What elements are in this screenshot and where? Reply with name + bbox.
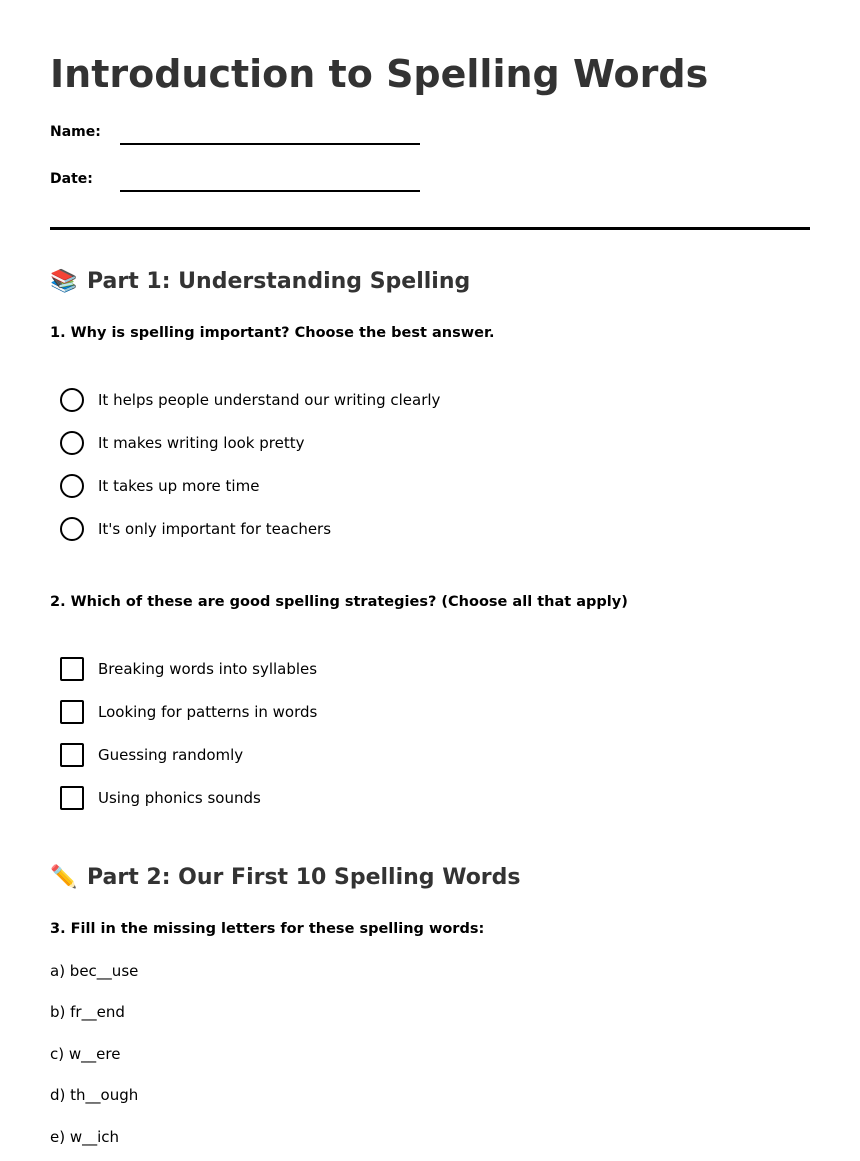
fill-in-item: c) w__ere: [50, 1045, 121, 1063]
checkbox[interactable]: [60, 786, 84, 810]
header-divider: [50, 227, 810, 230]
radio-button[interactable]: [60, 517, 84, 541]
fill-in-item: d) th__ough: [50, 1086, 139, 1104]
page-title: Introduction to Spelling Words: [50, 52, 709, 96]
part2-heading: [50, 863, 521, 893]
name-input-line[interactable]: [120, 143, 420, 145]
checkbox[interactable]: [60, 743, 84, 767]
question-2: 2. Which of these are good spelling strategies? (Choose all that apply): [50, 594, 628, 610]
pencil-icon: ✏️: [50, 865, 78, 890]
option-label: It helps people understand our writing clearly: [98, 391, 441, 409]
name-field: [50, 122, 450, 152]
option-label: Guessing randomly: [98, 746, 244, 764]
part1-heading-text: Part 1: Understanding Spelling: [87, 269, 471, 294]
option-label: It's only important for teachers: [98, 520, 332, 538]
radio-button[interactable]: [60, 431, 84, 455]
checkbox[interactable]: [60, 700, 84, 724]
name-label: Name:: [50, 124, 101, 140]
option-label: Breaking words into syllables: [98, 660, 318, 678]
date-field: [50, 169, 450, 199]
question-3: 3. Fill in the missing letters for these spelling words:: [50, 921, 485, 937]
option-label: Using phonics sounds: [98, 789, 261, 807]
option-label: It makes writing look pretty: [98, 434, 305, 452]
fill-in-item: e) w__ich: [50, 1128, 120, 1146]
fill-in-item: a) bec__use: [50, 962, 139, 980]
fill-in-item: b) fr__end: [50, 1003, 125, 1021]
books-icon: 📚: [50, 269, 78, 294]
radio-button[interactable]: [60, 474, 84, 498]
date-label: Date:: [50, 171, 93, 187]
option-label: It takes up more time: [98, 477, 260, 495]
part2-heading-text: Part 2: Our First 10 Spelling Words: [87, 865, 521, 890]
date-input-line[interactable]: [120, 190, 420, 192]
option-label: Looking for patterns in words: [98, 703, 318, 721]
part1-heading: [50, 267, 470, 297]
radio-button[interactable]: [60, 388, 84, 412]
question-1: 1. Why is spelling important? Choose the best answer.: [50, 325, 495, 341]
checkbox[interactable]: [60, 657, 84, 681]
